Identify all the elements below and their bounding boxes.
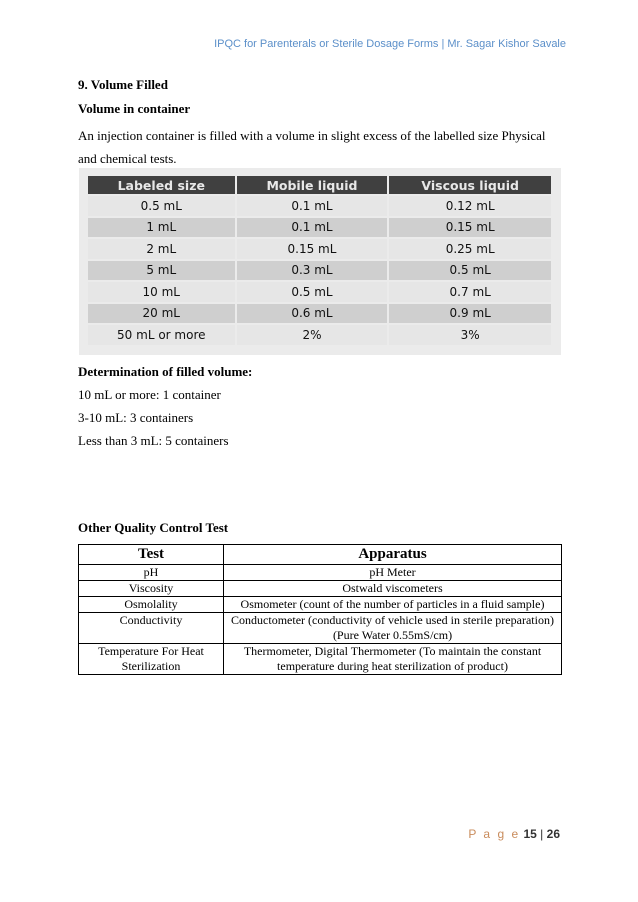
page-header: IPQC for Parenterals or Sterile Dosage Forms | Mr. Sagar Kishor Savale — [214, 38, 566, 50]
page-footer — [468, 827, 560, 841]
determination-title: Determination of filled volume: — [78, 364, 253, 379]
volume-header-cell: Labeled size — [88, 176, 235, 194]
table-cell: 0.3 mL — [237, 261, 388, 281]
qc-apparatus-cell: Thermometer, Digital Thermometer (To maintain the constant temperature during heat sterilization of product) — [224, 644, 562, 675]
qc-apparatus-cell: Osmometer (count of the number of particles in a fluid sample) — [224, 597, 562, 613]
table-cell: 2 mL — [88, 239, 235, 259]
table-row — [88, 304, 551, 324]
table-row — [88, 196, 551, 216]
page-number: 15 — [523, 827, 537, 841]
table-cell: 0.5 mL — [88, 196, 235, 216]
subsection-title: Volume in container — [78, 101, 191, 116]
table-cell: 0.9 mL — [389, 304, 551, 324]
table-cell: 20 mL — [88, 304, 235, 324]
table-row — [88, 218, 551, 238]
qc-test-cell: Osmolality — [79, 597, 224, 613]
qc-apparatus-cell: pH Meter — [224, 565, 562, 581]
table-cell: 0.25 mL — [389, 239, 551, 259]
table-row — [79, 581, 562, 597]
qc-title: Other Quality Control Test — [78, 520, 229, 535]
table-row — [79, 565, 562, 581]
table-cell: 2% — [237, 325, 388, 345]
table-cell: 0.15 mL — [237, 239, 388, 259]
page-word: P a g e — [468, 827, 521, 841]
volume-table-image — [79, 168, 561, 355]
table-cell: 5 mL — [88, 261, 235, 281]
qc-apparatus-cell: Ostwald viscometers — [224, 581, 562, 597]
table-cell: 50 mL or more — [88, 325, 235, 345]
qc-table — [78, 544, 562, 675]
qc-test-cell: Conductivity — [79, 613, 224, 644]
qc-header-cell: Apparatus — [224, 545, 562, 565]
volume-table — [86, 174, 553, 347]
determination-line: Less than 3 mL: 5 containers — [78, 433, 229, 448]
intro-paragraph: An injection container is filled with a volume in slight excess of the labelled size Physical and chemical tests. — [78, 128, 546, 166]
qc-header-row — [79, 545, 562, 565]
table-cell: 0.7 mL — [389, 282, 551, 302]
qc-test-cell: pH — [79, 565, 224, 581]
total-pages: 26 — [546, 827, 560, 841]
qc-header-cell: Test — [79, 545, 224, 565]
qc-test-cell: Viscosity — [79, 581, 224, 597]
table-cell: 0.15 mL — [389, 218, 551, 238]
qc-apparatus-cell: Conductometer (conductivity of vehicle used in sterile preparation) (Pure Water 0.55mS/cm) — [224, 613, 562, 644]
determination-line: 10 mL or more: 1 container — [78, 387, 221, 402]
table-cell: 0.1 mL — [237, 196, 388, 216]
table-cell: 0.5 mL — [389, 261, 551, 281]
volume-header-cell: Viscous liquid — [389, 176, 551, 194]
determination-line: 3-10 mL: 3 containers — [78, 410, 194, 425]
table-row — [88, 239, 551, 259]
page-separator: | — [540, 827, 544, 841]
table-row — [79, 644, 562, 675]
section-title: 9. Volume Filled — [78, 77, 168, 92]
table-cell: 3% — [389, 325, 551, 345]
table-row — [88, 325, 551, 345]
table-row — [79, 613, 562, 644]
volume-header-cell: Mobile liquid — [237, 176, 388, 194]
table-cell: 0.5 mL — [237, 282, 388, 302]
qc-test-cell: Temperature For Heat Sterilization — [79, 644, 224, 675]
table-cell: 10 mL — [88, 282, 235, 302]
table-row — [88, 282, 551, 302]
table-cell: 0.6 mL — [237, 304, 388, 324]
table-row — [79, 597, 562, 613]
table-cell: 0.12 mL — [389, 196, 551, 216]
volume-table-header-row — [88, 176, 551, 194]
table-cell: 1 mL — [88, 218, 235, 238]
table-cell: 0.1 mL — [237, 218, 388, 238]
table-row — [88, 261, 551, 281]
